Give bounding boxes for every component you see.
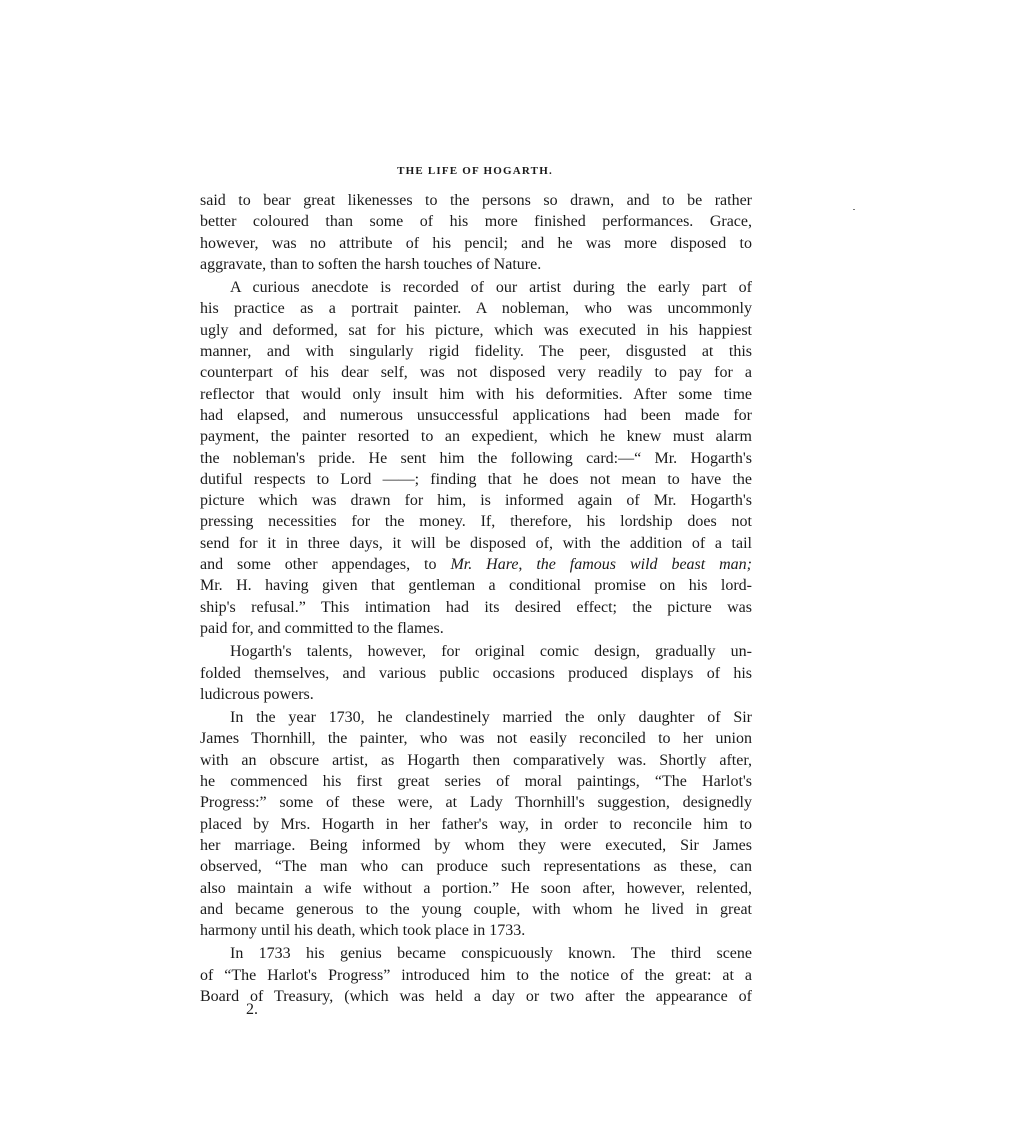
text-line: ship's refusal.” This intimation had its desired effect; the picture was — [200, 598, 752, 616]
text-line: his practice as a portrait painter. A nobleman, who was uncommonly — [200, 300, 752, 318]
paragraph-5 — [200, 943, 752, 1007]
paragraph-1 — [200, 190, 752, 275]
scan-speck — [853, 209, 855, 210]
text-line: reflector that would only insult him with his deformities. After some time — [200, 385, 752, 403]
text-line: In 1733 his genius became conspicuously known. The third scene — [230, 945, 752, 963]
text-line: Mr. H. having given that gentleman a conditional promise on his lord- — [200, 577, 752, 595]
text-line: dutiful respects to Lord ——; finding that he does not mean to have the — [200, 470, 752, 488]
text-line: said to bear great likenesses to the persons so drawn, and to be rather — [200, 192, 752, 209]
text-line: better coloured than some of his more finished performances. Grace, — [200, 213, 752, 231]
text-line: he commenced his first great series of moral paintings, “The Harlot's — [200, 773, 752, 791]
text-line: folded themselves, and various public occasions produced displays of his — [200, 664, 752, 682]
paragraph-3 — [200, 641, 752, 705]
text-line-start: and some other appendages, to — [200, 556, 451, 574]
text-line: of “The Harlot's Progress” introduced him to the notice of the great: at a — [200, 966, 752, 984]
text-line: Progress:” some of these were, at Lady Thornhill's suggestion, designedly — [200, 794, 752, 812]
text-line: ludicrous powers. — [200, 685, 314, 703]
text-line: A curious anecdote is recorded of our artist during the early part of — [230, 279, 752, 297]
text-line: Board of Treasury, (which was held a day or two after the appearance of — [200, 987, 752, 1005]
text-line: her marriage. Being informed by whom they were executed, Sir James — [200, 836, 752, 854]
text-line: send for it in three days, it will be disposed of, with the addition of a tail — [200, 534, 752, 552]
text-line: with an obscure artist, as Hogarth then comparatively was. Shortly after, — [200, 751, 752, 769]
text-line: payment, the painter resorted to an expedient, which he knew must alarm — [200, 428, 752, 446]
text-line: counterpart of his dear self, was not disposed very readily to pay for a — [200, 364, 752, 382]
text-line: however, was no attribute of his pencil; and he was more disposed to — [200, 234, 752, 252]
text-line: and became generous to the young couple, with whom he lived in great — [200, 900, 752, 918]
page-number: 2. — [246, 1001, 258, 1018]
text-line: had elapsed, and numerous unsuccessful applications had been made for — [200, 406, 752, 424]
text-line: pressing necessities for the money. If, therefore, his lordship does not — [200, 513, 752, 531]
text-line: manner, and with singularly rigid fidelity. The peer, disgusted at this — [200, 343, 752, 361]
body-text — [200, 190, 752, 1007]
running-head: THE LIFE OF HOGARTH. — [397, 165, 553, 177]
text-line — [200, 554, 752, 575]
text-line: In the year 1730, he clandestinely married the only daughter of Sir — [230, 709, 752, 727]
text-line: ugly and deformed, sat for his picture, which was executed in his happiest — [200, 321, 752, 339]
text-line: James Thornhill, the painter, who was not easily reconciled to her union — [200, 730, 752, 748]
paragraph-4 — [200, 707, 752, 941]
text-line: picture which was drawn for him, is informed again of Mr. Hogarth's — [200, 492, 752, 510]
text-line: also maintain a wife without a portion.” He soon after, however, relented, — [200, 879, 752, 897]
paragraph-2 — [200, 277, 752, 639]
text-line: Hogarth's talents, however, for original comic design, gradually un- — [230, 643, 752, 661]
italic-name: Mr. Hare, the famous wild beast man; — [450, 556, 753, 574]
text-line: aggravate, than to soften the harsh touches of Nature. — [200, 255, 542, 273]
text-line: harmony until his death, which took place in 1733. — [200, 922, 526, 940]
text-line: the nobleman's pride. He sent him the following card:—“ Mr. Hogarth's — [200, 449, 752, 467]
text-line: paid for, and committed to the flames. — [200, 619, 444, 637]
text-line: observed, “The man who can produce such representations as these, can — [200, 858, 752, 876]
text-line: placed by Mrs. Hogarth in her father's way, in order to reconcile him to — [200, 815, 752, 833]
